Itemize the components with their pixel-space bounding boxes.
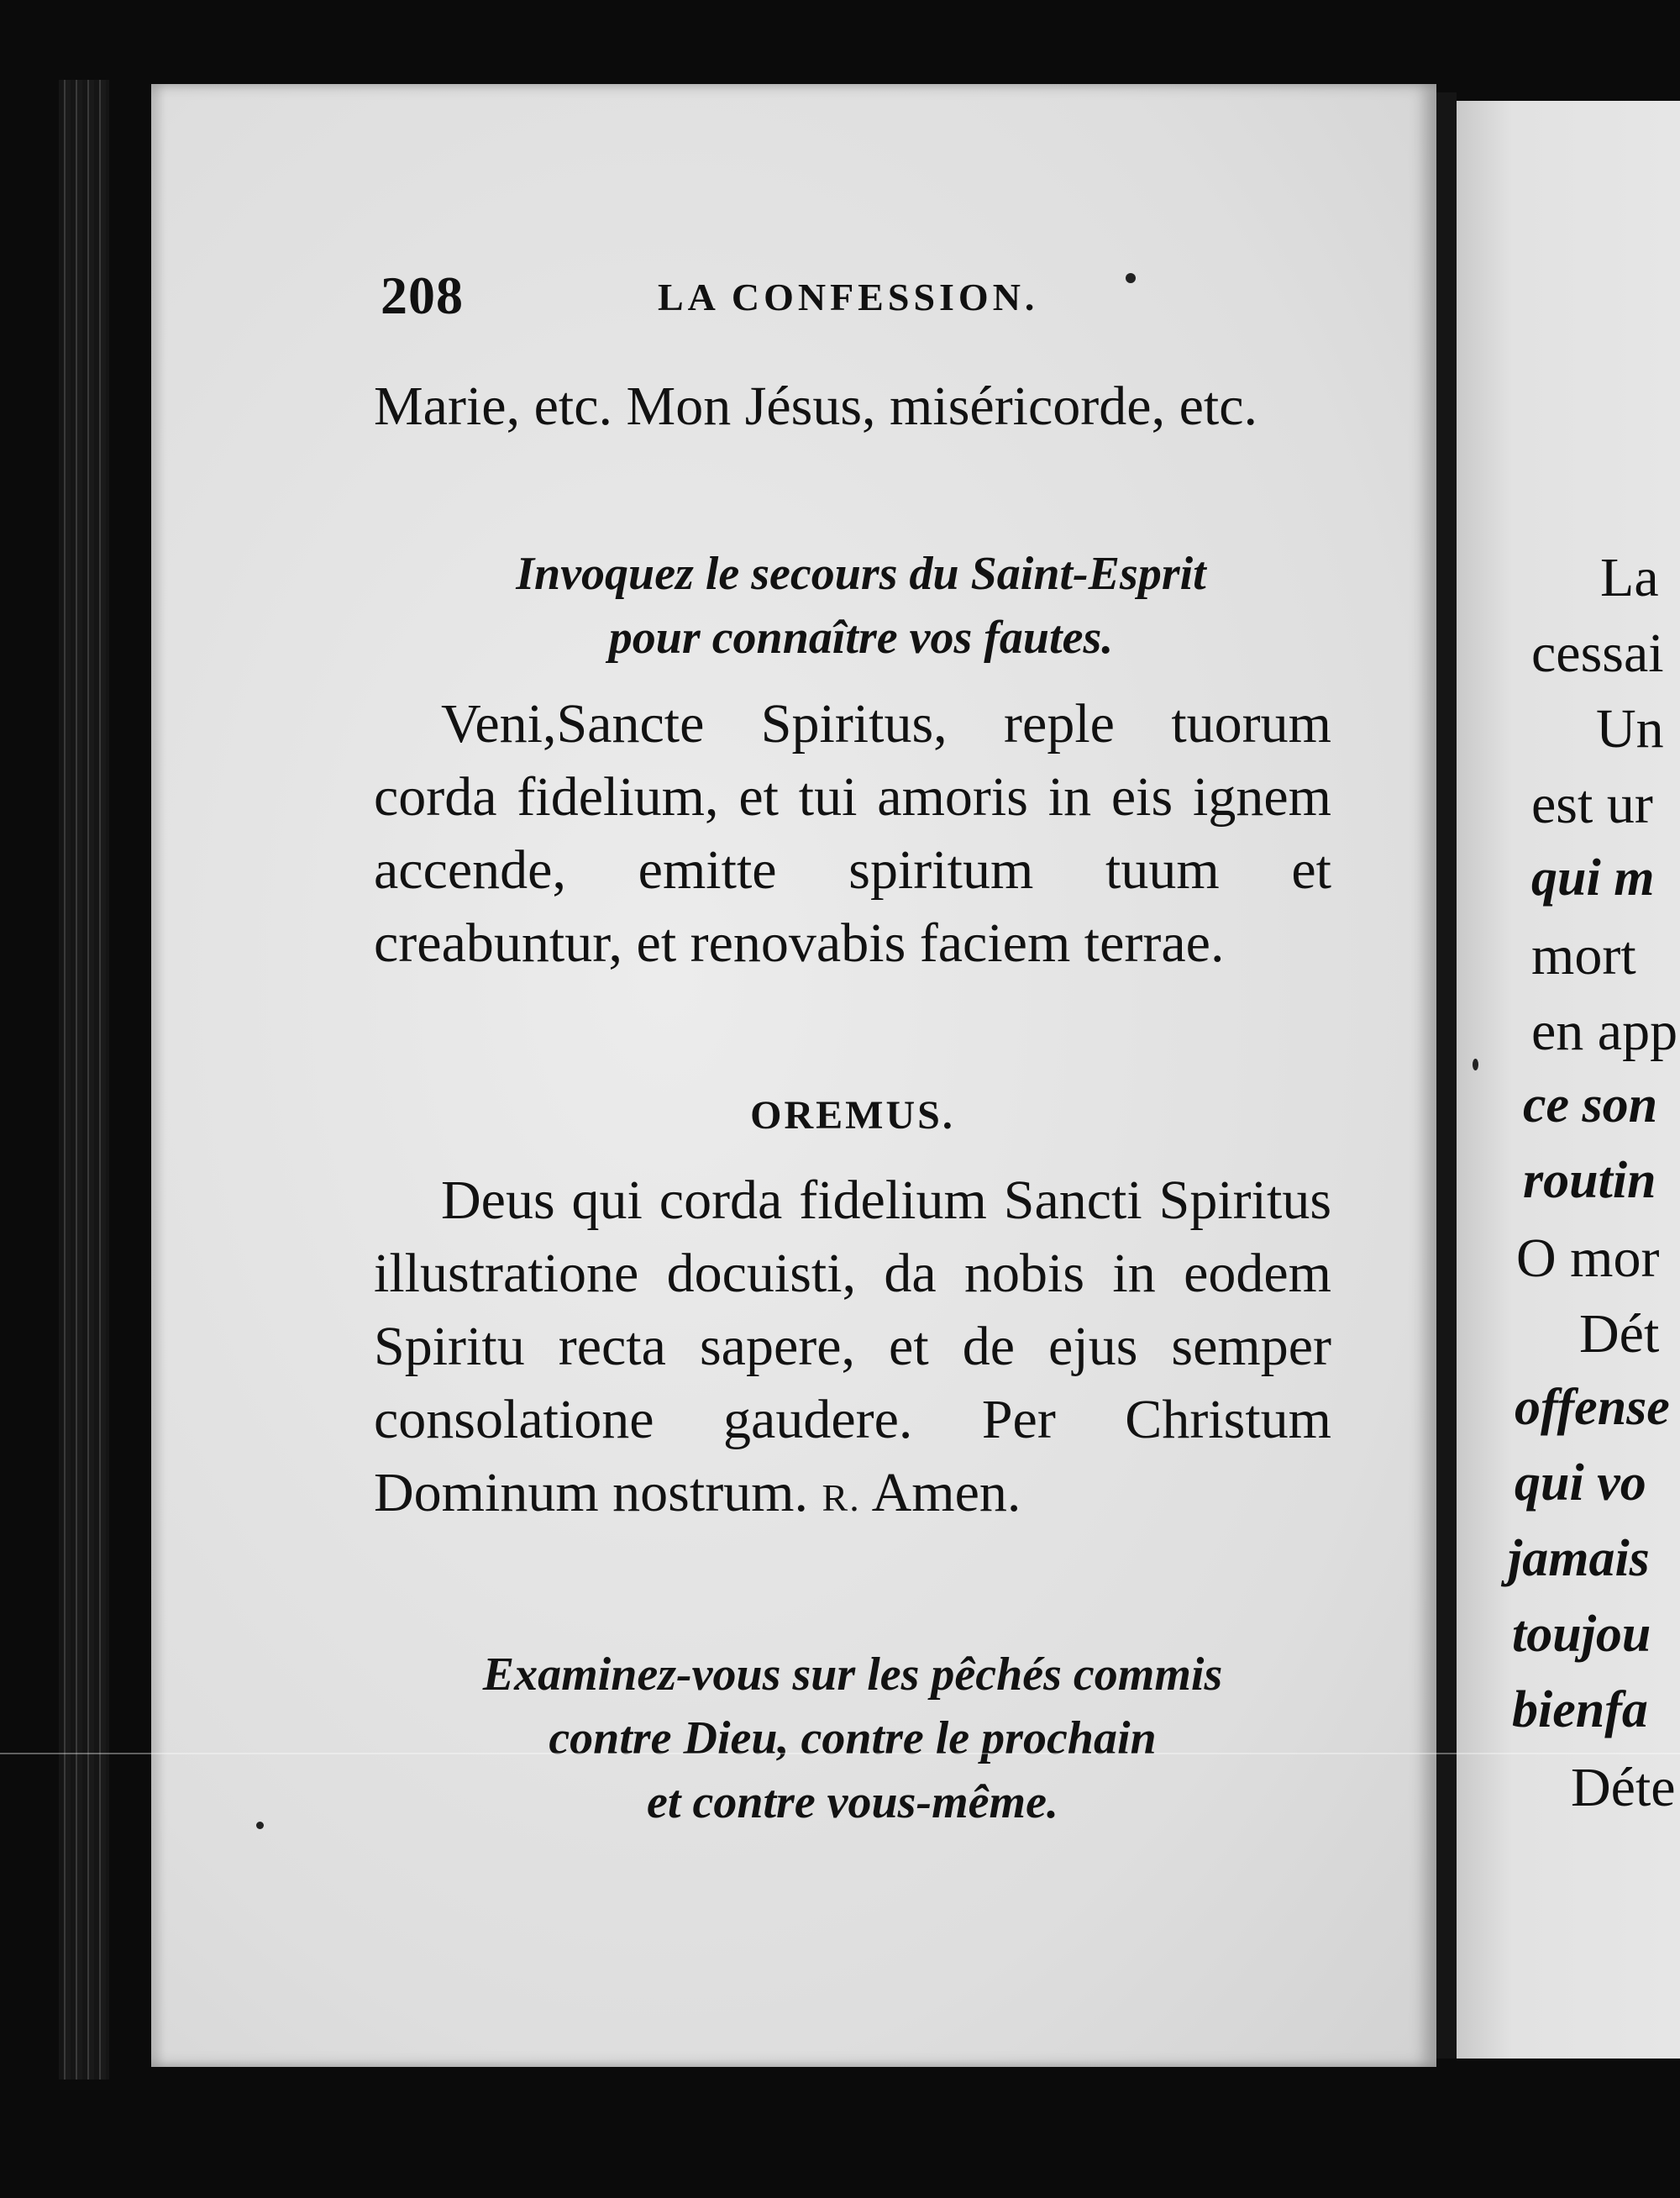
book-spine	[59, 80, 109, 2080]
heading-oremus-wrap	[374, 1092, 1331, 1138]
page-header	[381, 265, 1321, 332]
ink-speck	[1126, 273, 1136, 283]
page-number: 208	[381, 266, 464, 325]
deus-text: Deus qui corda fidelium Sancti Spiritus illustratione docuisti, da nobis in eodem Spiritu recta sapere, et de ejus semper consolatione gaudere. Per Christum Dominum nostrum.	[374, 1170, 1331, 1523]
amen-text: Amen.	[871, 1462, 1021, 1523]
right-line: bienfa	[1512, 1681, 1648, 1738]
ink-speck	[256, 1822, 264, 1829]
rubric-line: et contre vous-même.	[647, 1776, 1058, 1828]
text-marie	[374, 370, 1331, 443]
right-line: O mor	[1516, 1228, 1660, 1289]
rubric-invoquez	[395, 542, 1327, 670]
right-line: jamais	[1508, 1530, 1650, 1587]
right-line: offense	[1515, 1379, 1670, 1436]
right-line: cessai	[1531, 623, 1664, 684]
text-veni	[374, 687, 1331, 980]
rubric-line: contre Dieu, contre le prochain	[549, 1712, 1157, 1764]
right-line: toujou	[1512, 1606, 1651, 1663]
paragraph-deus	[374, 1164, 1331, 1534]
rubric-line: Invoquez le secours du Saint-Esprit	[516, 548, 1206, 600]
right-line: mort	[1531, 925, 1636, 986]
heading-oremus: OREMUS.	[750, 1093, 955, 1138]
paragraph-marie: Marie, etc. Mon Jésus, miséricorde, etc.	[374, 376, 1258, 437]
response-mark: R.	[822, 1476, 861, 1519]
right-line: routin	[1523, 1152, 1656, 1209]
scan-hairline	[0, 1753, 1680, 1754]
right-line: qui m	[1531, 849, 1655, 907]
running-title: LA CONFESSION.	[658, 276, 1039, 318]
right-line: Déte	[1571, 1757, 1676, 1818]
ink-speck	[1473, 1059, 1478, 1070]
rubric-line: pour connaître vos fautes.	[608, 612, 1114, 664]
right-line: qui vo	[1515, 1454, 1646, 1512]
paragraph-veni-sancte: Veni,Sancte Spiritus, reple tuorum corda fidelium, et tui amoris in eis ignem accende, emitte spiritum tuum et creabuntur, et renovabis faciem terrae.	[374, 693, 1331, 974]
right-line: en app	[1531, 1001, 1678, 1062]
page-gutter	[1436, 92, 1457, 2059]
rubric-examinez	[378, 1643, 1327, 1834]
rubric-line: Examinez-vous sur les pêchés commis	[482, 1648, 1223, 1701]
right-line: La	[1600, 547, 1659, 608]
right-line: ce son	[1523, 1076, 1658, 1133]
right-line: Dét	[1579, 1303, 1660, 1365]
right-line: Un	[1596, 698, 1664, 760]
text-deus	[374, 1164, 1331, 1534]
right-line: est ur	[1531, 774, 1653, 835]
